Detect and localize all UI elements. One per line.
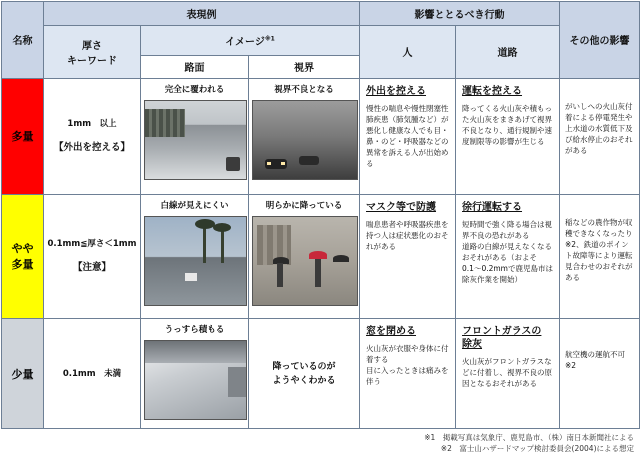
person-action-title: 窓を閉める bbox=[366, 326, 417, 338]
visibility-image-cell bbox=[249, 194, 360, 318]
header-image bbox=[141, 25, 360, 55]
person-action-cell bbox=[360, 319, 456, 429]
header-visibility: 視界 bbox=[249, 55, 360, 78]
visibility-caption: 明らかに降っている bbox=[265, 200, 343, 211]
header-impact: 影響ととるべき行動 bbox=[360, 2, 560, 26]
header-road-action: 道路 bbox=[456, 25, 560, 78]
visibility-caption: 視界不良となる bbox=[274, 84, 334, 95]
person-action-cell bbox=[360, 194, 456, 318]
ashfall-forecast-table bbox=[1, 1, 640, 429]
keyword-text: 【注意】 bbox=[72, 262, 111, 274]
level-cell: 多量 bbox=[2, 78, 44, 194]
road-action-cell bbox=[456, 319, 560, 429]
other-impact-cell: 航空機の運航不可※2 bbox=[560, 319, 640, 429]
person-action-title: マスク等で防護 bbox=[366, 201, 437, 213]
thickness-text: 1mm 以上 bbox=[67, 119, 117, 130]
person-action-title: 外出を控える bbox=[366, 85, 427, 97]
other-impact-cell: 稲などの農作物が収穫できなくなったり※2、鉄道のポイント故障等により運転見合わせのおそれがある bbox=[560, 194, 640, 318]
keyword-text: 【外出を控える】 bbox=[53, 142, 130, 154]
road-action-title: 運転を控える bbox=[462, 85, 523, 97]
road-caption: 白線が見えにくい bbox=[160, 200, 229, 211]
thickness-text: 0.1mm 未満 bbox=[62, 368, 122, 379]
footnote-2: ※2 富士山ハザードマップ検討委員会(2004)による想定 bbox=[440, 444, 634, 453]
table-row bbox=[2, 194, 640, 318]
other-impact-cell: がいしへの火山灰付着による停電発生や上水道の水質低下及び給水停止のおそれがある bbox=[560, 78, 640, 194]
visibility-photo bbox=[252, 216, 358, 306]
table-row bbox=[2, 319, 640, 429]
footnote-1: ※1 掲載写真は気象庁、鹿児島市、（株）南日本新聞社による bbox=[424, 433, 634, 442]
visibility-photo bbox=[252, 100, 358, 180]
road-action-desc: 短時間で強く降る場合は視界不良の恐れがある 道路の白線が見えなくなるおそれがある（およそ0.1〜0.2mmで鹿児島市は除灰作業を開始） bbox=[462, 219, 553, 284]
header-image-label: イメージ bbox=[225, 36, 265, 48]
road-photo bbox=[144, 216, 247, 306]
road-photo bbox=[144, 340, 247, 420]
keyword-cell bbox=[44, 78, 141, 194]
level-cell: 少量 bbox=[2, 319, 44, 429]
visibility-caption: 降っているのが ようやくわかる bbox=[272, 361, 336, 386]
header-name: 名称 bbox=[2, 2, 44, 79]
road-action-desc: 火山灰がフロントガラスなどに付着し、視界不良の原因となるおそれがある bbox=[462, 357, 553, 389]
road-caption: うっすら積もる bbox=[164, 325, 225, 336]
road-action-title: フロントガラスの 除灰 bbox=[462, 326, 542, 351]
road-action-desc: 降ってくる火山灰や積もった火山灰をまきあげて視界不良となり、通行規制や速度制限等の影響が生じる bbox=[462, 103, 553, 146]
road-action-cell bbox=[456, 194, 560, 318]
road-image-cell bbox=[141, 78, 249, 194]
person-action-desc: 火山灰が衣服や身体に付着する 目に入ったときは痛みを伴う bbox=[366, 344, 449, 387]
level-cell: やや 多量 bbox=[2, 194, 44, 318]
road-photo bbox=[144, 100, 247, 180]
header-person: 人 bbox=[360, 25, 456, 78]
visibility-image-cell bbox=[249, 319, 360, 429]
road-action-cell bbox=[456, 78, 560, 194]
header-image-sup: ※1 bbox=[264, 35, 275, 43]
visibility-image-cell bbox=[249, 78, 360, 194]
road-image-cell bbox=[141, 194, 249, 318]
road-action-title: 徐行運転する bbox=[462, 201, 523, 213]
keyword-cell bbox=[44, 194, 141, 318]
keyword-cell bbox=[44, 319, 141, 429]
person-action-desc: 慢性の喘息や慢性閉塞性肺疾患（肺気腫など）が悪化し健康な人でも目・鼻・のど・呼吸器などの異常を訴える人が出始める bbox=[366, 103, 449, 168]
person-action-cell bbox=[360, 78, 456, 194]
header-road: 路面 bbox=[141, 55, 249, 78]
header-other: その他の影響 bbox=[560, 2, 640, 79]
person-action-desc: 喘息患者や呼吸器疾患を持つ人は症状悪化のおそれがある bbox=[366, 219, 449, 251]
table-row bbox=[2, 78, 640, 194]
header-thickness-keyword: 厚さ キーワード bbox=[44, 25, 141, 78]
road-image-cell bbox=[141, 319, 249, 429]
road-caption: 完全に覆われる bbox=[164, 84, 225, 95]
thickness-text: 0.1mm≦厚さ＜1mm bbox=[47, 239, 137, 250]
header-expression: 表現例 bbox=[44, 2, 360, 26]
